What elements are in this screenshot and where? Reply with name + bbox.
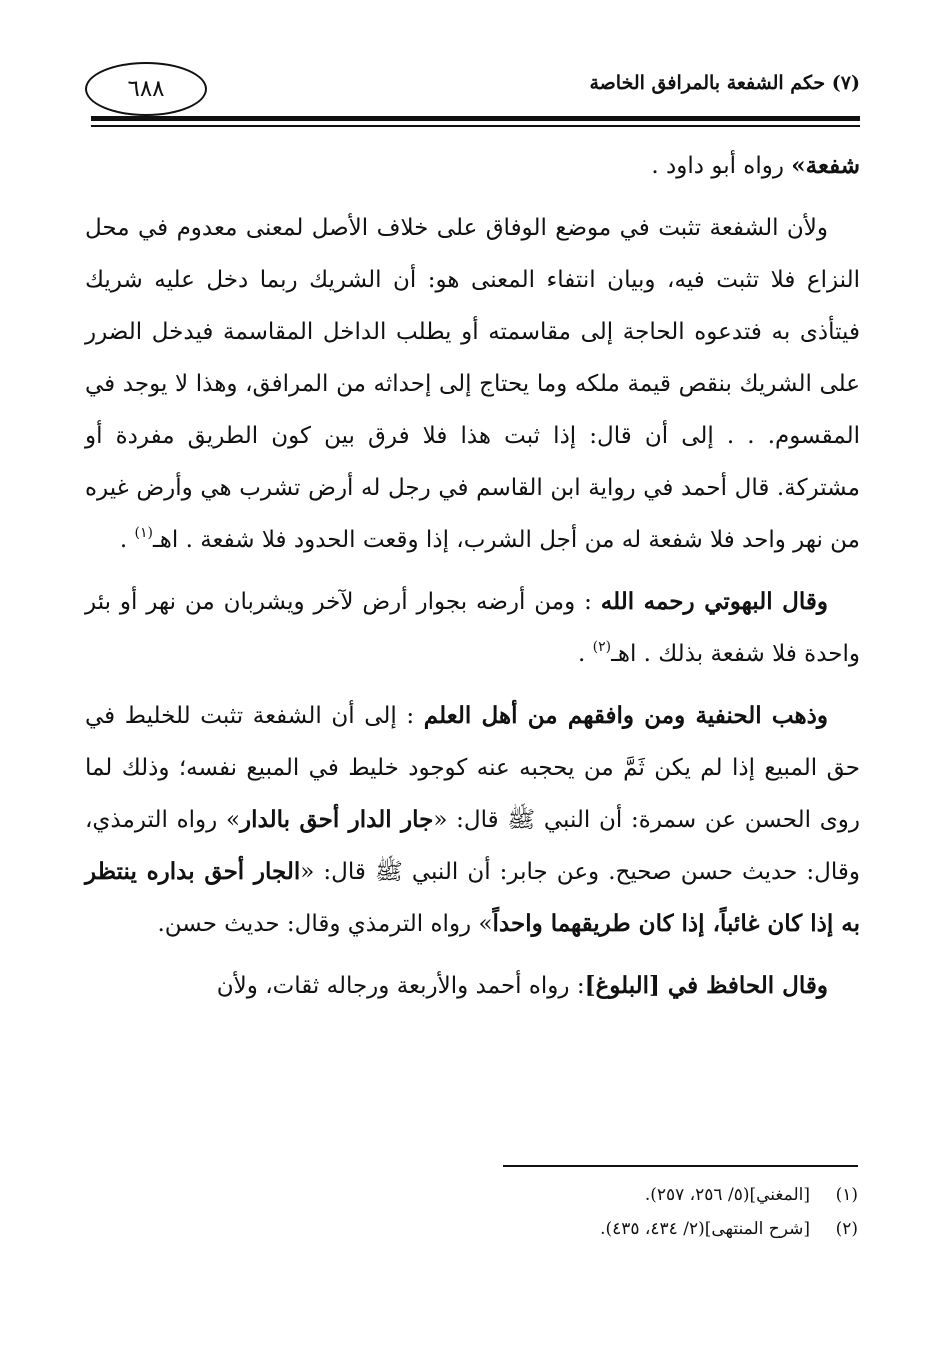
footnote-1-text: [المغني](٥/ ٢٥٦، ٢٥٧). [644, 1185, 810, 1205]
paragraph-5 [85, 960, 860, 1012]
main-text [85, 140, 860, 1022]
paragraph-5-text: : رواه أحمد والأربعة ورجاله ثقات، ولأن [216, 973, 585, 999]
footnote-2-text: [شرح المنتهى](٢/ ٤٣٤، ٤٣٥). [600, 1219, 810, 1239]
hadith-1: جار الدار أحق بالدار [240, 806, 434, 833]
paragraph-1 [85, 140, 860, 192]
quote-end-bold: شفعة» [791, 152, 860, 179]
paragraph-4-lead: وذهب الحنفية ومن وافقهم من أهل العلم [423, 702, 828, 729]
footnote-2 [258, 1212, 858, 1246]
header-rule-thin [91, 125, 860, 127]
footnote-ref-1: (١) [134, 525, 153, 541]
footnotes [258, 1178, 858, 1246]
footnote-1-number: (١) [835, 1185, 858, 1205]
hadith-2: الجار أحق بداره ينتظر به إذا كان غائباً، إذا كان طريقهما واحداً [85, 858, 860, 937]
page-number: ٦٨٨ [85, 62, 207, 116]
book-title-bulugh: البلوغ [595, 972, 650, 999]
paragraph-2-end: . [119, 527, 135, 553]
paragraph-4-text-1: : إلى أن الشفعة تثبت للخليط في حق المبيع إذا لم يكن ثَمَّ من يحجبه عنه كوجود خليط في المبيع نفسه؛ وذلك لما روى الحسن عن سمرة: أن النبي ﷺ قال: « [85, 703, 860, 833]
footnote-ref-2: (٢) [592, 639, 612, 655]
paragraph-4 [85, 690, 860, 950]
paragraph-5-lead: وقال الحافظ في [ [649, 972, 828, 999]
header-rule-thick [91, 116, 860, 121]
footnote-1 [258, 1178, 858, 1212]
paragraph-4-text-3: » رواه الترمذي وقال: حديث حسن. [157, 911, 493, 937]
page-header [85, 50, 860, 130]
running-title: (٧) حكم الشفعة بالمرافق الخاصة [589, 72, 860, 94]
paragraph-2 [85, 202, 860, 566]
bracket-close: ] [584, 972, 596, 999]
paragraph-3-text: : ومن أرضه بجوار أرض لآخر ويشربان من نهر أو بئر واحدة فلا شفعة بذلك . اهـ [85, 589, 860, 667]
paragraph-3-end: . [578, 641, 593, 667]
paragraph-2-text: ولأن الشفعة تثبت في موضع الوفاق على خلاف الأصل لمعنى معدوم في محل النزاع فلا تثبت فيه، وبيان انتفاء المعنى هو: أن الشريك ربما دخل عليه شريك فيتأذى به فتدعوه الحاجة إلى مقاسمته أو يطلب الداخل المقاسمة فيدخل الضرر على الشريك بنقص قيمة ملكه وما يحتاج إلى إحداثه من المرافق، وهذا لا يوجد في المقسوم. . . إلى أن قال: إذا ثبت هذا فلا فرق بين كون الطريق مفردة أو مشتركة. قال أحمد في رواية ابن القاسم في رجل له أرض تشرب هي وأرض غيره من نهر واحد فلا شفعة له من أجل الشرب، إذا وقعت الحدود فلا شفعة . اهـ [85, 215, 860, 553]
paragraph-4-text-2: » رواه الترمذي، وقال: حديث حسن صحيح. وعن جابر: أن النبي ﷺ قال: « [85, 807, 860, 885]
paragraph-3 [85, 576, 860, 680]
paragraph-1-text: رواه أبو داود . [651, 153, 792, 179]
footnote-separator [503, 1165, 858, 1167]
paragraph-3-lead: وقال البهوتي رحمه الله [600, 588, 828, 615]
footnote-2-number: (٢) [835, 1219, 858, 1239]
